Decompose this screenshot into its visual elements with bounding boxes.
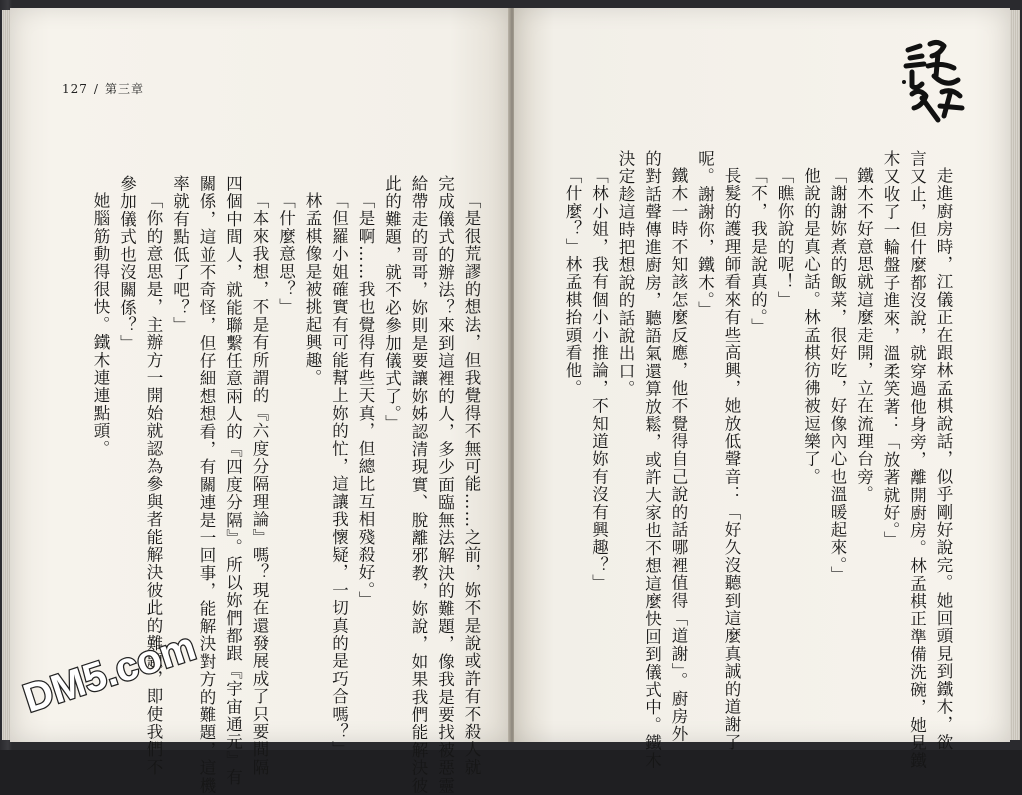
left-page-body [64, 175, 484, 795]
right-page-edges [1010, 10, 1020, 740]
body-line: 他說的是真心話。林孟棋彷彿被逗樂了。 [801, 166, 821, 486]
dm5-watermark-logo [14, 624, 201, 726]
header-separator: / [93, 82, 99, 96]
body-line: 決定趁這時把想說的話說出口。 [616, 150, 635, 398]
body-line: 的對話聲傳進廚房，聽語氣還算放鬆，或許大家也不想這麼快回到儀式中。鐵木 [642, 150, 662, 770]
body-line: 「什麼？」林孟棋抬頭看他。 [563, 166, 582, 397]
body-line: 「是啊……我也覺得有些天真，但總比互相殘殺好。」 [356, 191, 375, 609]
body-line: 率就有點低了吧？」 [170, 175, 190, 335]
body-line: 言又止，但什麼都沒說，就穿過他身旁，離開廚房。林孟棋正準備洗碗，她見鐵 [907, 150, 927, 770]
chapter-label: 第三章 [104, 82, 144, 96]
left-page-edges [2, 10, 10, 740]
body-line: 「本來我想，不是有所謂的『六度分隔理論』嗎？現在還發展成了只要間隔 [250, 191, 269, 776]
body-line: 林孟棋像是被挑起興趣。 [303, 191, 322, 387]
body-line: 「林小姐，我有個小小推論，不知道妳有沒有興趣？」 [589, 166, 609, 592]
body-line: 「是很荒謬的想法，但我覺得不無可能……之前，妳不是說或許有不殺人就 [462, 191, 481, 776]
running-header [62, 80, 144, 97]
body-line: 長髮的護理師看來有些高興，她放低聲音：「好久沒聽到這麼真誠的道謝了 [722, 166, 741, 751]
body-line: 參加儀式也沒關係？」 [117, 175, 137, 352]
body-line: 完成儀式的辦法？來到這裡的人，多少面臨無法解決的難題，像我是要找被惡靈 [435, 175, 455, 795]
body-line: 走進廚房時，江儀正在跟林孟棋說話，似乎剛好說完。她回頭見到鐵木，欲 [934, 166, 953, 751]
body-line: 鐵木不好意思就這麼走開，立在流理台旁。 [854, 166, 874, 503]
body-line: 她腦筋動得很快。鐵木連連點頭。 [91, 191, 110, 457]
watermark-text: DM5.com [18, 624, 201, 722]
body-line: 呢。謝謝你，鐵木。」 [695, 150, 715, 319]
body-line: 「什麼意思？」 [276, 191, 296, 316]
body-line: 四個中間人，就能聯繫任意兩人的『四度分隔』。所以妳們都跟『宇宙通元』有 [223, 175, 243, 787]
body-line: 「瞧你說的呢！」 [775, 166, 794, 309]
book-title-calligraphy-logo [898, 36, 968, 126]
body-line: 「你的意思是，主辦方一開始就認為參與者能解決彼此的難題，即使我們不 [144, 191, 163, 776]
page-number: 127 [62, 82, 88, 96]
body-line: 關係，這並不奇怪，但仔細想想看，有關連是一回事，能解決對方的難題，這機 [197, 175, 216, 795]
body-line: 木又收了一輪盤子進來，溫柔笑著：「放著就好。」 [881, 150, 900, 549]
body-line: 給帶走的哥哥，妳則是要讓妳姊認清現實、脫離邪教，妳說，如果我們能解決彼 [409, 175, 428, 795]
body-line: 此的難題，就不必參加儀式了。」 [382, 175, 402, 433]
right-page-body [556, 150, 956, 770]
body-line: 「不，我是說真的。」 [748, 166, 768, 336]
body-line: 「謝謝妳煮的飯菜，很好吃，好像內心也溫暖起來。」 [828, 166, 847, 584]
body-line: 「但羅小姐確實有可能幫上妳的忙，這讓我懷疑，一切真的是巧合嗎？」 [329, 191, 349, 758]
body-line: 鐵木一時不知該怎麼反應，他不覺得自己說的話哪裡值得「道謝」。廚房外 [669, 166, 688, 743]
